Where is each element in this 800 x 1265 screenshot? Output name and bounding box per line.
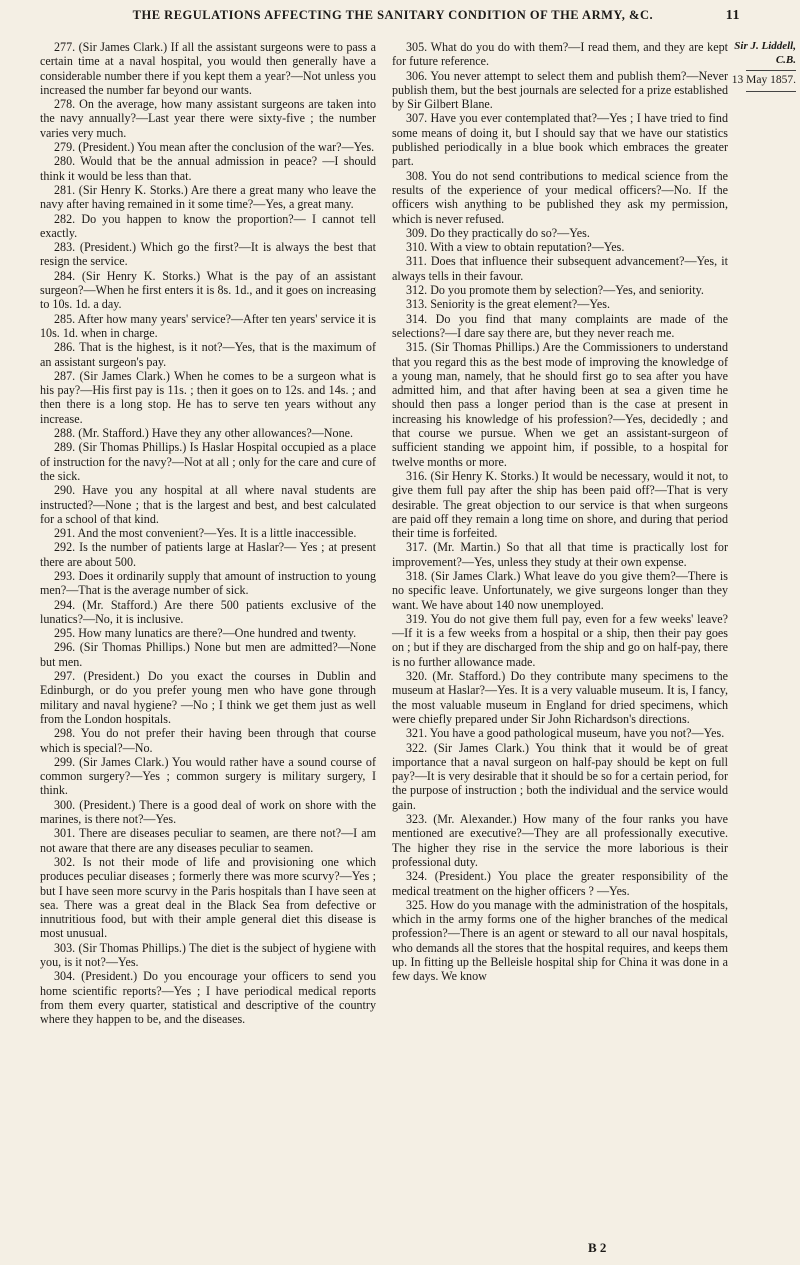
- paragraph: 321. You have a good pathological museum, have you not?—Yes.: [406, 726, 725, 741]
- signature-mark: B 2: [588, 1240, 607, 1255]
- witness-honours: C.B.: [775, 53, 796, 66]
- paragraph: 282. Do you happen to know the proportion?— I cannot tell exactly.: [40, 211, 376, 240]
- paragraph: 312. Do you promote them by selection?—Yes, and seniority.: [406, 283, 704, 298]
- paragraph: 320. (Mr. Stafford.) Do they contribute many specimens to the museum at Haslar?—Yes. It is a very valuable museum. It is, I fancy, the most valuable museum in England for dried specimens, which were chiefly prepared under Sir John Richardson's directions.: [392, 669, 728, 726]
- paragraph: 280. Would that be the annual admission in peace? —I should think it would be less than that.: [40, 154, 376, 183]
- paragraph: 284. (Sir Henry K. Storks.) What is the pay of an assistant surgeon?—When he first enters it is 8s. 1d., and it goes on increasing to 10s. 1d. a day.: [40, 268, 376, 312]
- paragraph: 290. Have you any hospital at all where naval students are instructed?—None ; that is the largest and best, and best calculated for a school of that kind.: [40, 483, 376, 526]
- witness-name: Sir J. Liddell,: [734, 40, 796, 52]
- page-number: 11: [725, 8, 740, 23]
- paragraph: 283. (President.) Which go the first?—It is always the best that resign the service.: [40, 240, 376, 269]
- paragraph: 277. (Sir James Clark.) If all the assistant surgeons were to pass a certain time at a naval hospital, you would then generally have a considerable number there if you kept them a year?—Not unless you increased the number far beyond our wants.: [40, 40, 376, 97]
- paragraph: 298. You do not prefer their having been through that course which is special?—No.: [40, 726, 376, 755]
- paragraph: 322. (Sir James Clark.) You think that it would be of great importance that a naval surgeon on half-pay should be kept on full pay?—It is very desirable that it should be so for a certain period, for the purpose of instruction ; both the individual and the service would gain.: [392, 740, 728, 812]
- paragraph: 300. (President.) There is a good deal of work on shore with the marines, is there not?—Yes.: [40, 797, 376, 827]
- paragraph: 294. (Mr. Stafford.) Are there 500 patients exclusive of the lunatics?—No, it is inclusive.: [40, 597, 376, 626]
- paragraph: 309. Do they practically do so?—Yes.: [406, 225, 590, 240]
- paragraph: 303. (Sir Thomas Phillips.) The diet is the subject of hygiene with you, is it not?—Yes.: [40, 940, 376, 969]
- running-head: [40, 8, 740, 24]
- paragraph: 302. Is not their mode of life and provisioning one which produces peculiar diseases ; formerly there was more scurvy?—Yes ; but I have seen more scurvy in the Paris hospitals than I have seen at sea. There was a great deal in the Black Sea from defective or innutritious food, but with their ample general diet this disease is most unusual.: [40, 854, 376, 941]
- paragraph: 289. (Sir Thomas Phillips.) Is Haslar Hospital occupied as a place of instruction for the navy?—Not at all ; only for the care and cure of the sick.: [40, 440, 376, 483]
- paragraph: 316. (Sir Henry K. Storks.) It would be necessary, would it not, to give them full pay after the ship has been paid off?—That is very desirable. The great objection to our service is that when surgeons are paid off they remain a long time on shore, and during that period their time is forfeited.: [392, 468, 728, 541]
- paragraph: 324. (President.) You place the greater responsibility of the medical treatment on the higher officers ? —Yes.: [392, 869, 728, 898]
- paragraph: 293. Does it ordinarily supply that amount of instruction to young men?—That is the average number of sick.: [40, 568, 376, 598]
- paragraph: 295. How many lunatics are there?—One hundred and twenty.: [54, 626, 357, 641]
- paragraph: 325. How do you manage with the administration of the hospitals, which in the army forms one of the higher branches of the medical profession?—There is an agent or steward to all our naval hospitals, who demands all the stores that the hospital requires, and keeps them up. In fitting up the Belleisle hospital ship for China it was done in a few days. We know: [392, 897, 728, 984]
- examination-date: 13 May 1857.: [731, 74, 796, 86]
- paragraph: 281. (Sir Henry K. Storks.) Are there a great many who leave the navy after having remained in it some time?—Yes, a great many.: [40, 182, 376, 212]
- paragraph: 314. Do you find that many complaints are made of the selections?—I dare say there are, but they never reach me.: [392, 311, 728, 340]
- paragraph: 315. (Sir Thomas Phillips.) Are the Commissioners to understand that you regard this as the best mode of improving the knowledge of a young man, namely, that he should first go to sea after you have admitted him, and that after having been at sea a given time he should then pass a longer period than is the case at present in increasing his knowledge of his profession?—Yes, decidedly ; and that course we pursue. When we get an assistant-surgeon of sufficient standing we appoint him, if possible, to a hospital for twelve months or more.: [392, 340, 728, 469]
- paragraph: 287. (Sir James Clark.) When he comes to be a surgeon what is his pay?—His first pay is 11s. ; then it goes on to 12s. and 14s. ; and then there is a long stop. He has to serve ten years without any increase.: [40, 368, 376, 426]
- paragraph: 301. There are diseases peculiar to seamen, are there not?—I am not aware that there are any diseases peculiar to seamen.: [40, 826, 376, 855]
- paragraph: 297. (President.) Do you exact the courses in Dublin and Edinburgh, or do you prefer young men who have gone through military and naval hygiene? —No ; I think we get them just as well from the London hospitals.: [40, 669, 376, 726]
- paragraph: 313. Seniority is the great element?—Yes.: [406, 297, 610, 312]
- paragraph: 296. (Sir Thomas Phillips.) None but men are admitted?—None but men.: [40, 640, 376, 669]
- paragraph: 279. (President.) You mean after the conclusion of the war?—Yes.: [54, 140, 375, 155]
- paragraph: 292. Is the number of patients large at Haslar?— Yes ; at present there are about 500.: [40, 540, 376, 569]
- paragraph: 319. You do not give them full pay, even for a few weeks' leave?—If it is a few weeks from a hospital or a ship, then their pay goes on ; but if they are discharged from the ship and go on half-pay, there is no further allowance made.: [392, 611, 728, 669]
- right-column: [392, 40, 728, 984]
- margin-note: [712, 40, 796, 92]
- divider: [746, 91, 796, 92]
- paragraph: 317. (Mr. Martin.) So that all that time is practically lost for improvement?—Yes, unless they study at their own expense.: [392, 540, 728, 569]
- left-column: [40, 40, 376, 1026]
- paragraph: 306. You never attempt to select them and publish them?—Never publish them, but the best journals are selected for a prize established by Sir Gilbert Blane.: [392, 68, 728, 112]
- paragraph: 278. On the average, how many assistant surgeons are taken into the navy annually?—Last year there were sixty-five ; the number varies very much.: [40, 97, 376, 140]
- paragraph: 311. Does that influence their subsequent advancement?—Yes, it always tells in their favour.: [392, 254, 728, 283]
- page-header-title: THE REGULATIONS AFFECTING THE SANITARY CONDITION OF THE ARMY, &C.: [132, 8, 654, 22]
- paragraph: 307. Have you ever contemplated that?—Yes ; I have tried to find some means of doing it, but I should say that we have our statistics published periodically in a blue book which embraces the greater part.: [392, 111, 728, 169]
- divider: [746, 70, 796, 71]
- paragraph: 308. You do not send contributions to medical science from the results of the experience of your medical officers?—No. If the officers wish anything to be published they ask my permission, which is never refused.: [392, 168, 728, 226]
- paragraph: 299. (Sir James Clark.) You would rather have a sound course of common surgery?—Yes ; common surgery is military surgery, I think.: [40, 754, 376, 798]
- paragraph: 304. (President.) Do you encourage your officers to send you home scientific reports?—Yes ; I have periodical medical reports from them every quarter, statistical and descriptive of the country where they happen to be, and the diseases.: [40, 969, 376, 1027]
- paragraph: 285. After how many years' service?—After ten years' service it is 10s. 1d. when in charge.: [40, 311, 376, 340]
- paragraph: 318. (Sir James Clark.) What leave do you give them?—There is no specific leave. Unfortunately, we give surgeons longer than they want. We have about 140 now unemployed.: [392, 568, 728, 612]
- paragraph: 286. That is the highest, is it not?—Yes, that is the maximum of an assistant surgeon's pay.: [40, 340, 376, 369]
- paragraph: 288. (Mr. Stafford.) Have they any other allowances?—None.: [54, 426, 354, 441]
- paragraph: 323. (Mr. Alexander.) How many of the four ranks you have mentioned are executive?—They are all professionally executive. The higher they rise in the service the more laborious is their professional duty.: [392, 812, 728, 869]
- paragraph: 310. With a view to obtain reputation?—Yes.: [406, 240, 625, 255]
- paragraph: 291. And the most convenient?—Yes. It is a little inaccessible.: [54, 526, 357, 541]
- paragraph: 305. What do you do with them?—I read them, and they are kept for future reference.: [392, 40, 728, 69]
